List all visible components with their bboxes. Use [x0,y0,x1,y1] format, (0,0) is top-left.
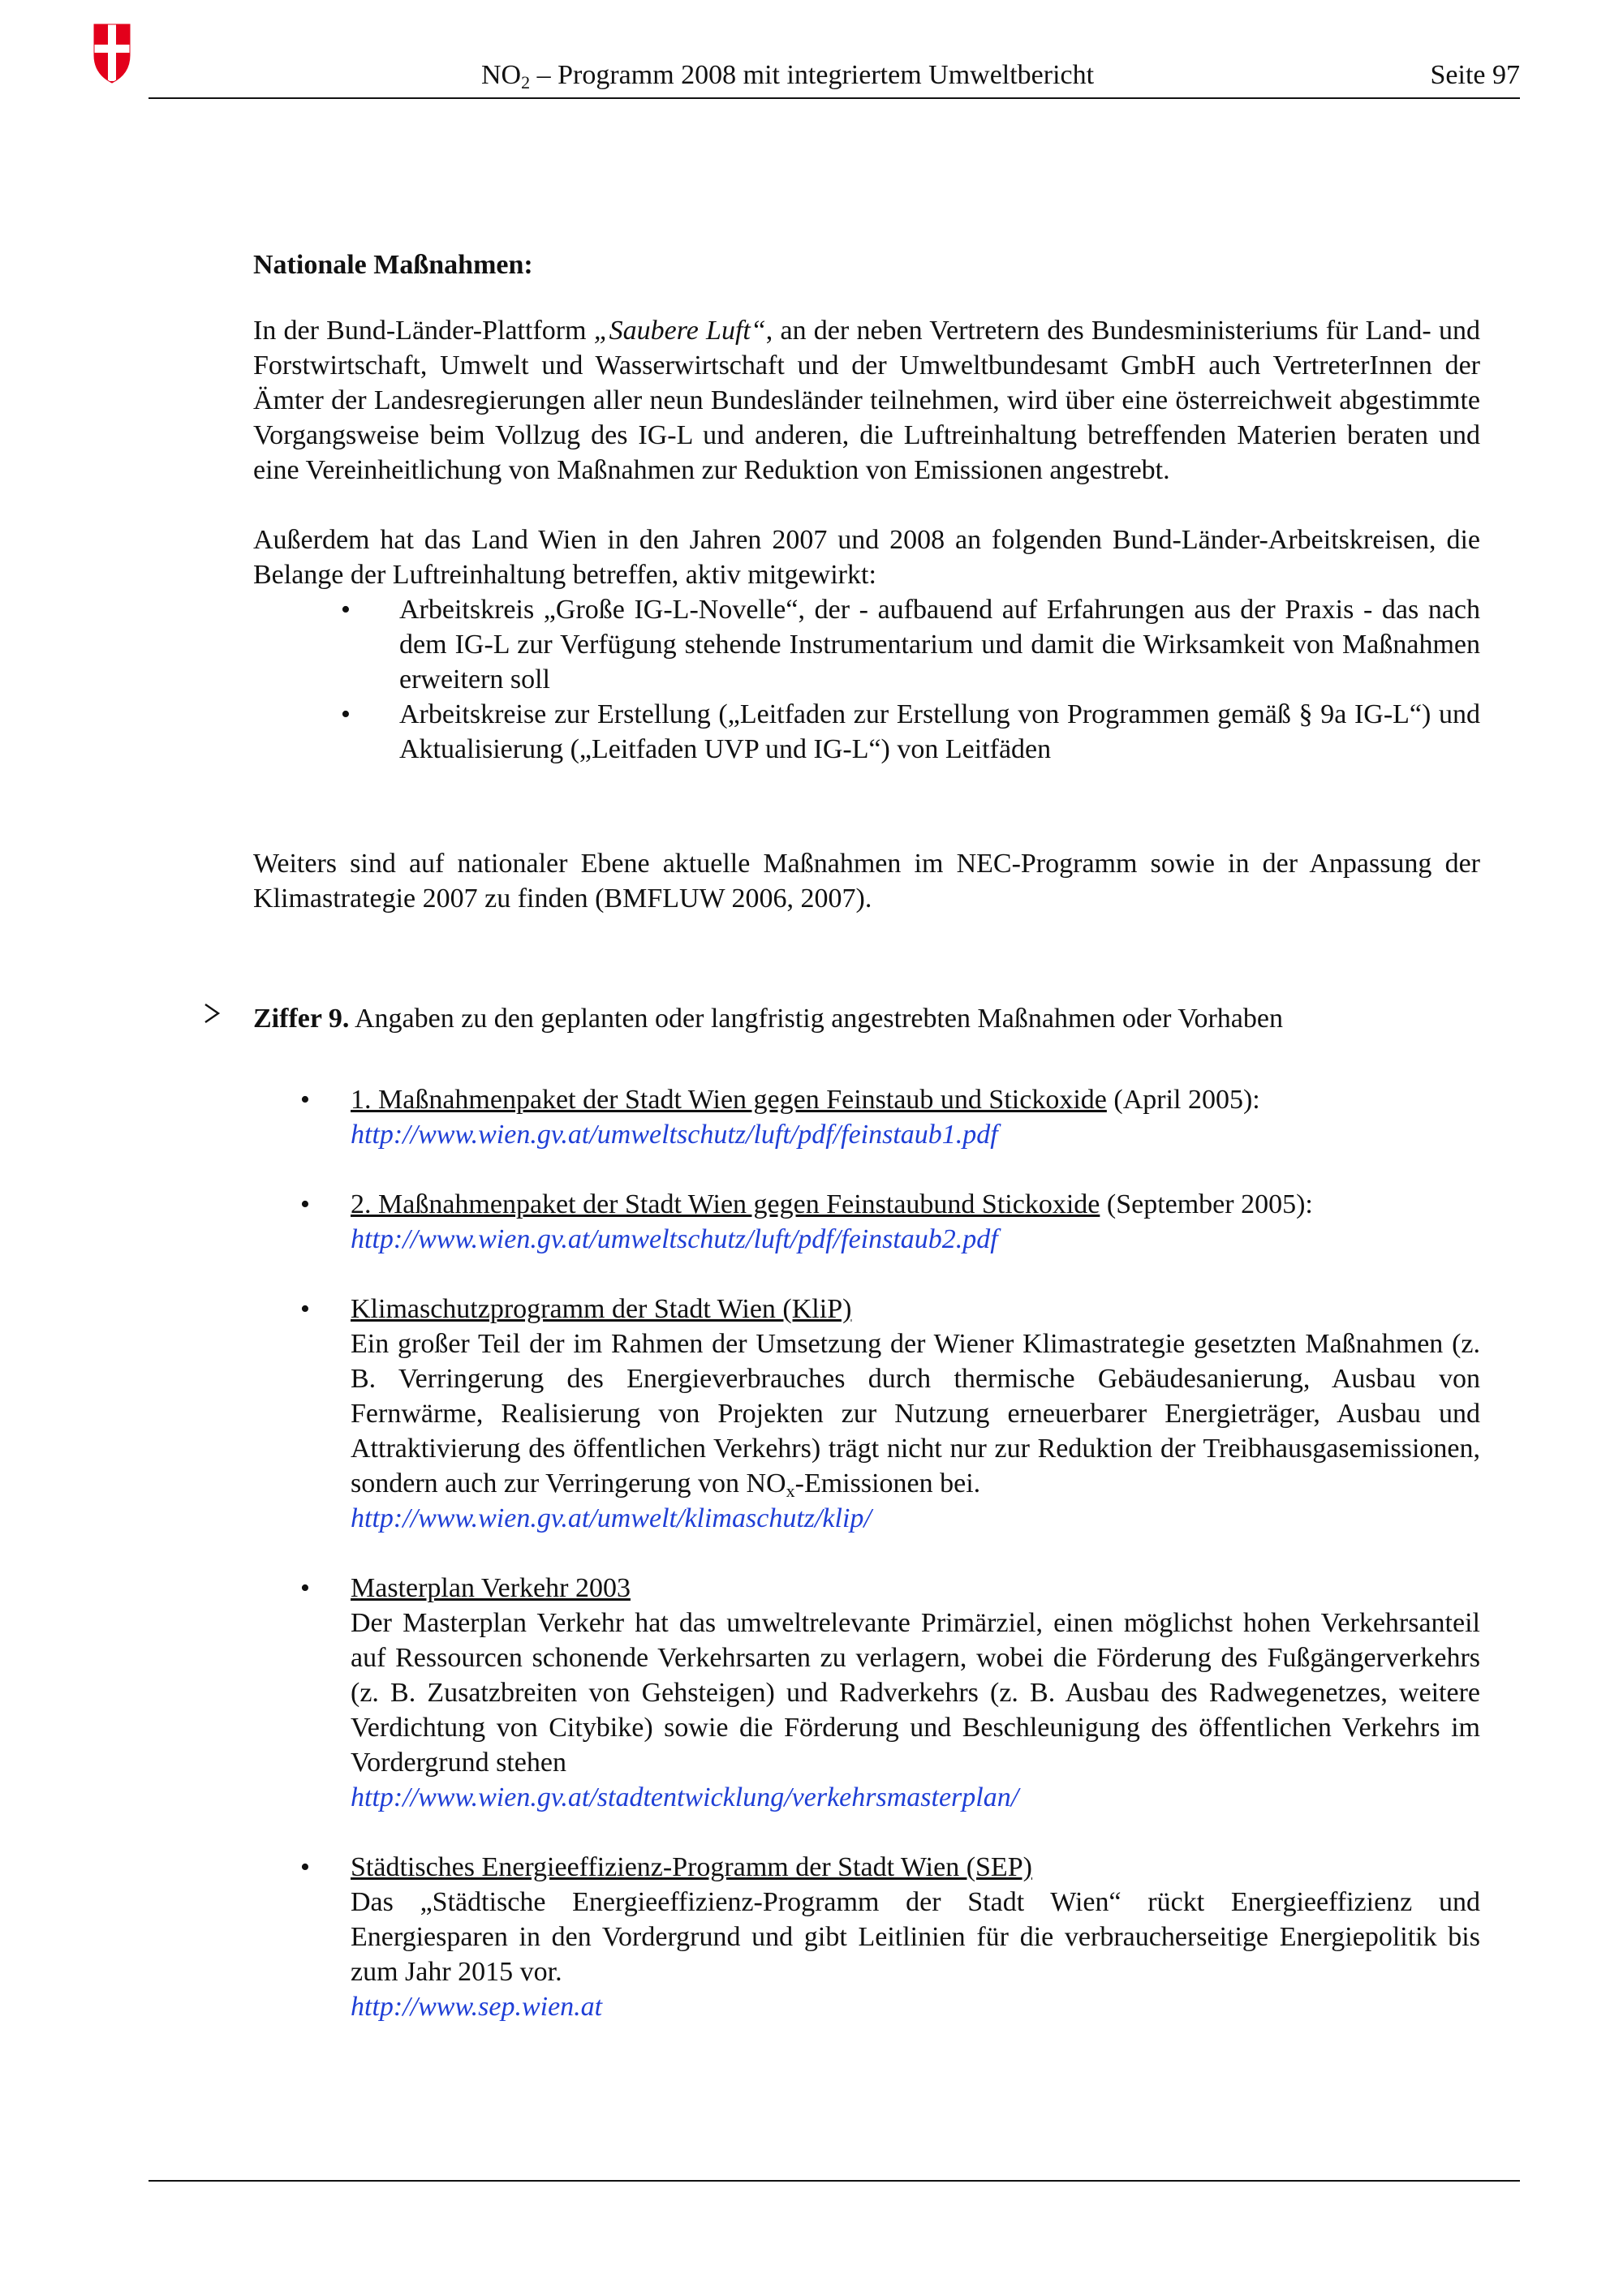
paragraph-weiters: Weiters sind auf nationaler Ebene aktuelle Maßnahmen im NEC-Programm sowie in der Anpassung der Klimastrategie 2007 zu finden (BMFLUW 2006, 2007). [253,849,1480,914]
list-item [253,1850,1480,2024]
ziffer-label: Ziffer 9. [253,1004,350,1034]
ziffer-heading [253,1001,1480,1036]
measures-list [253,1082,1480,2024]
list-item: • 2. Maßnahmenpaket der Stadt Wien gegen Feinstaubund Stickoxide (September 2005): http://www.wien.gv.at/umweltschutz/luft/pdf/feinstaub2.pdf [253,1187,1480,1257]
list-item: • 1. Maßnahmenpaket der Stadt Wien gegen Feinstaub und Stickoxide (April 2005): http://www.wien.gv.at/umweltschutz/luft/pdf/feinstaub1.pdf [253,1082,1480,1152]
url-link[interactable]: http://www.wien.gv.at/stadtentwicklung/verkehrsmasterplan/ [351,1782,1019,1812]
document-title: $NO_2$ – Programm 2008 mit integriertem Umweltbericht [481,60,1095,92]
item-title-link[interactable]: Städtisches Energieeffizienz-Programm der Stadt Wien (SEP) [351,1852,1032,1882]
list-item [253,1571,1480,1815]
item-title-link[interactable]: Masterplan Verkehr 2003 [351,1573,631,1603]
list-item [253,1292,1480,1536]
vienna-coat-of-arms-icon [93,23,131,84]
item-description: Der Masterplan Verkehr hat das umweltrelevante Primärziel, einen möglichst hohen Verkehrsanteil auf Ressourcen schonende Verkehrsarten zu verlagern, wobei die Förderung des Fußgängerverkehrs (z. B. Zusatzbreiten von Gehsteigen) und Radverkehrs (z. B. Ausbau des Radwegenetzes, weitere Verdichtung von Citybike) sowie die Förderung und Beschleunigung des öffentlichen Verkehrs im Vordergrund stehen [351,1608,1480,1778]
arbeitskreise-list [253,592,1480,767]
url-link[interactable]: http://www.sep.wien.at [351,1992,603,2022]
item-title-link[interactable]: 1. Maßnahmenpaket der Stadt Wien gegen Feinstaub und Stickoxide [351,1085,1107,1115]
page-header [149,55,1520,99]
item-title-link[interactable]: Klimaschutzprogramm der Stadt Wien (KliP) [351,1294,852,1324]
list-item: • Arbeitskreis „Große IG-L-Novelle“, der - aufbauend auf Erfahrungen aus der Praxis - das nach dem IG-L zur Verfügung stehende Instrumentarium und damit die Wirksamkeit von Maßnahmen erweitern soll [253,592,1480,697]
item-title-link[interactable]: 2. Maßnahmenpaket der Stadt Wien gegen Feinstaubund Stickoxide [351,1189,1100,1219]
paragraph-plattform: In der Bund-Länder-Plattform „Saubere Luft“, an der neben Vertretern des Bundesministeriums für Land- und Forstwirtschaft, Umwelt und Wasserwirtschaft und der Umweltbundesamt GmbH auch VertreterInnen der Ämter der Landesregierungen aller neun Bundesländer teilnehmen, wird über eine österreichweit abgestimmte Vorgangsweise beim Vollzug des IG-L und anderen, die Luftreinhaltung betreffenden Materien beraten und eine Vereinheitlichung von Maßnahmen zur Reduktion von Emissionen angestrebt. [253,316,1480,485]
main-content [253,247,1480,2024]
url-link[interactable]: http://www.wien.gv.at/umwelt/klimaschutz/klip/ [351,1503,872,1533]
url-link[interactable]: http://www.wien.gv.at/umweltschutz/luft/pdf/feinstaub2.pdf [351,1224,998,1254]
arrow-bullet-icon [203,1001,221,1025]
paragraph-arbeitskreise: Außerdem hat das Land Wien in den Jahren 2007 und 2008 an folgenden Bund-Länder-Arbeitskreisen, die Belange der Luftreinhaltung betreffen, aktiv mitgewirkt: [253,525,1480,590]
ziffer-text: Angaben zu den geplanten oder langfristig angestrebten Maßnahmen oder Vorhaben [349,1004,1283,1034]
url-link[interactable]: http://www.wien.gv.at/umweltschutz/luft/pdf/feinstaub1.pdf [351,1120,998,1150]
item-description: Ein großer Teil der im Rahmen der Umsetzung der Wiener Klimastrategie gesetzten Maßnahmen (z. B. Verringerung des Energieverbrauches durch thermische Gebäudesanierung, Ausbau von Fernwärme, Realisierung von Projekten zur Nutzung erneuerbarer Energieträger, Ausbau und Attraktivierung des öffentlichen Verkehrs) trägt nicht nur zur Reduktion der Treibhausgasemissionen, sondern auch zur Verringerung von $NO_x$-Emissionen bei. [351,1329,1480,1501]
footer-rule [149,2180,1520,2182]
list-item: • Arbeitskreise zur Erstellung („Leitfaden zur Erstellung von Programmen gemäß § 9a IG-L“) und Aktualisierung („Leitfaden UVP und IG-L“) von Leitfäden [253,697,1480,767]
section-title: Nationale Maßnahmen: [253,250,533,280]
page-number: Seite 97 [1430,60,1520,90]
item-description: Das „Städtische Energieeffizienz-Programm der Stadt Wien“ rückt Energieeffizienz und Energiesparen in den Vordergrund und gibt Leitlinien für die verbraucherseitige Energiepolitik bis zum Jahr 2015 vor. [351,1887,1480,1987]
